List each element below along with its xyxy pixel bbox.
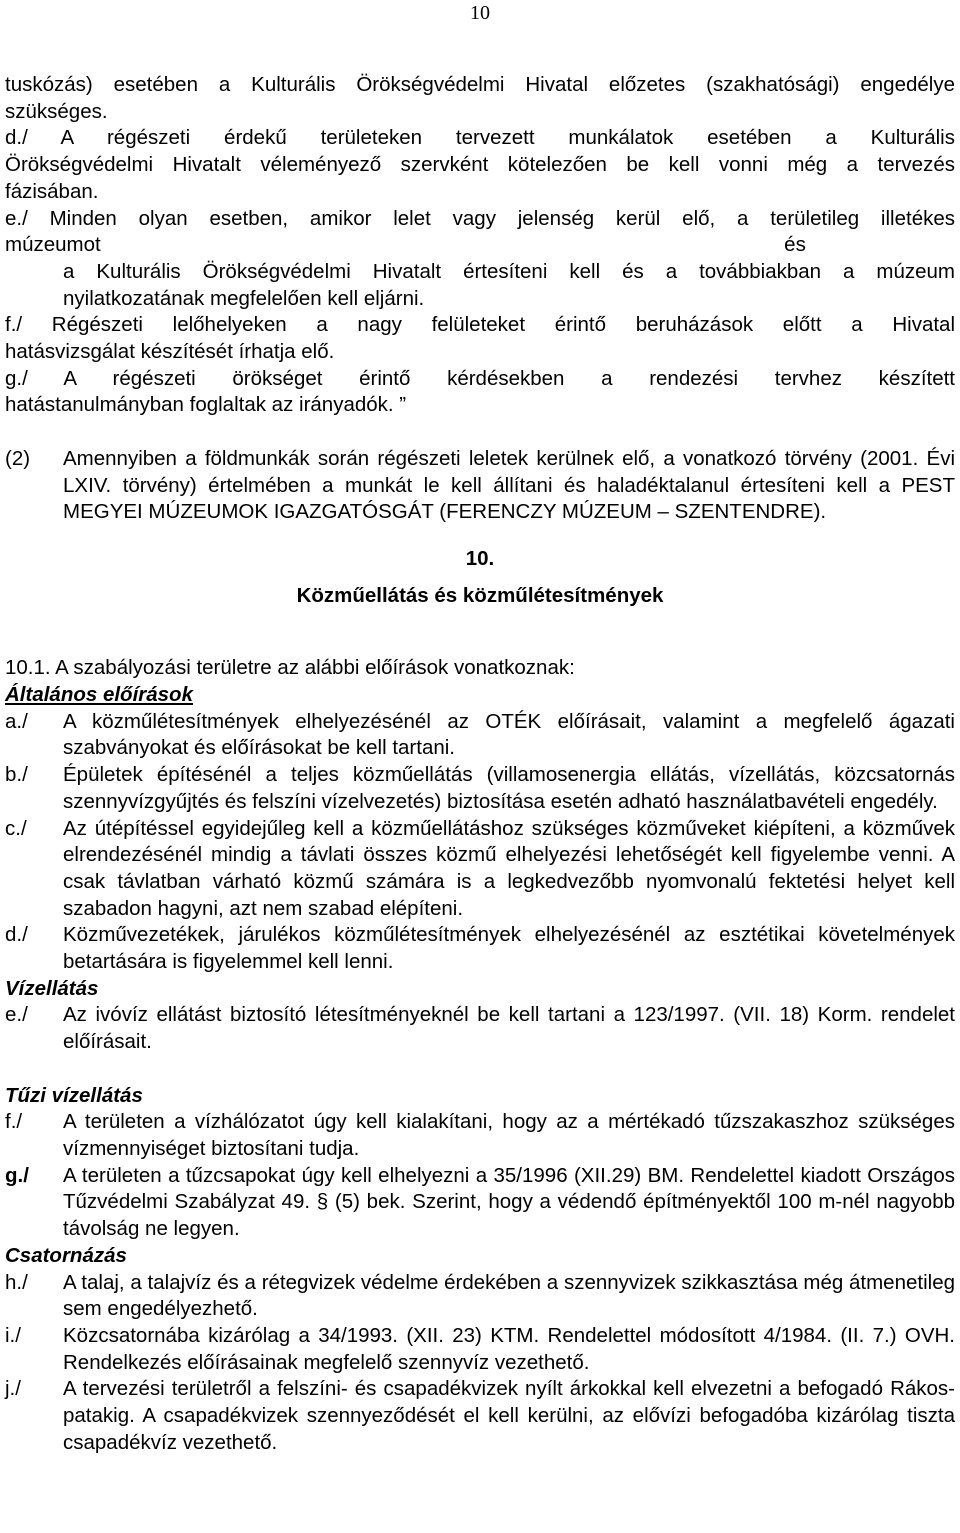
item-text: Épületek építésénél a teljes közműellátás (villamosenergia ellátás, vízellátás, közcsatornás szennyvízgyűjtés és felszíni vízelvezetés) biztosítása esetén adható használatbavételi engedély. <box>63 763 955 813</box>
subheading-general: Általános előírások <box>5 683 193 707</box>
list-item <box>5 709 955 762</box>
list-item <box>5 1109 955 1162</box>
item-marker: g./ <box>5 1163 29 1187</box>
item-text: Az ivóvíz ellátást biztosító létesítményeknél be kell tartani a 123/1997. (VII. 18) Korm. rendelet előírásait. <box>63 1003 955 1054</box>
text-line: tuskózás) esetében a Kulturális Örökségvédelmi Hivatal előzetes (szakhatósági) engedélye <box>5 73 955 96</box>
text-line: d./ A régészeti érdekű területeken tervezett munkálatok esetében a Kulturális <box>5 126 955 150</box>
text-line: f./ Régészeti lelőhelyeken a nagy felületeket érintő beruházások előtt a Hivatal <box>5 313 955 337</box>
item-text: A területen a vízhálózatot úgy kell kialakítani, hogy az a mértékadó tűzszakaszhoz szükséges vízmennyiséget biztosítani tudja. <box>63 1110 955 1160</box>
item-marker: h./ <box>5 1270 28 1294</box>
text-line: szükséges. <box>5 99 108 123</box>
item-marker: d./ <box>5 923 28 947</box>
item-text: Közcsatornába kizárólag a 34/1993. (XII. 23) KTM. Rendelettel módosított 4/1984. (II. 7.) OVH. Rendelkezés előírásainak megfelelő szennyvíz vezethető. <box>63 1323 955 1374</box>
list-item <box>5 1163 955 1243</box>
paragraph-text: Amennyiben a földmunkák során régészeti leletek kerülnek elő, a vonatkozó törvény (2001. Évi LXIV. törvény) értelmében a munkát le kell állítani és haladéktalanul értesíteni kell a PEST MEGYEI MÚZEUMOK IGAZGATÓSGÁT (FERENCZY MÚZEUM – SZENTENDRE). <box>63 446 955 524</box>
text-line: a Kulturális Örökségvédelmi Hivatalt értesíteni kell és a továbbiakban a múzeum <box>63 259 955 283</box>
list-item <box>5 1270 955 1323</box>
item-text: A talaj, a talajvíz és a rétegvizek védelme érdekében a szennyvizek szikkasztása még átmenetileg sem engedélyezhető. <box>63 1270 955 1321</box>
document-body <box>5 72 955 1456</box>
text-line: e./ Minden olyan esetben, amikor lelet vagy jelenség kerül elő, a területileg illetékes <box>5 206 955 230</box>
item-marker: b./ <box>5 763 28 787</box>
item-text: Közművezetékek, járulékos közműlétesítmények elhelyezésénél az esztétikai követelmények betartására is figyelemmel kell lenni. <box>63 923 955 974</box>
paragraph-2 <box>5 446 955 526</box>
subheading-fire: Tűzi vízellátás <box>5 1083 143 1107</box>
page-number: 10 <box>470 2 490 24</box>
item-marker: e./ <box>5 1003 28 1027</box>
paragraph-marker: (2) <box>5 446 31 470</box>
text-line: g./ A régészeti örökséget érintő kérdésekben a rendezési tervhez készített <box>5 366 955 390</box>
item-marker: a./ <box>5 709 28 733</box>
subheading-sewer: Csatornázás <box>5 1243 127 1267</box>
intro-line: 10.1. A szabályozási területre az alábbi előírások vonatkoznak: <box>5 656 575 680</box>
text-line: hatástanulmányban foglaltak az irányadók. ” <box>5 393 407 417</box>
text-line: nyilatkozatának megfelelően kell eljárni. <box>63 286 425 310</box>
text-line: múzeumot és <box>5 233 806 257</box>
list-item <box>5 1323 955 1376</box>
section-title: Közműellátás és közműlétesítmények <box>296 583 664 607</box>
item-marker: f./ <box>5 1110 23 1134</box>
list-item <box>5 1376 955 1456</box>
item-text: Az útépítéssel egyidejűleg kell a közműellátáshoz szükséges közműveket kiépíteni, a közművek elrendezésénél mindig a távlati összes közmű elhelyezési lehetőségét kell figyelembe venni. A csak távlatban várható közmű számára is a legkedvezőbb nyomvonalú fektetési helyet kell szabadon hagyni, azt nem szabad elépíteni. <box>63 816 955 920</box>
subheading-water: Vízellátás <box>5 976 99 1000</box>
list-item <box>5 922 955 975</box>
item-text: A közműlétesítmények elhelyezésénél az OTÉK előírásait, valamint a megfelelő ágazati szabványokat és előírásokat be kell tartani. <box>63 709 955 760</box>
item-marker: c./ <box>5 816 27 840</box>
item-marker: i./ <box>5 1323 21 1347</box>
text-line: fázisában. <box>5 179 99 203</box>
text-line: Örökségvédelmi Hivatalt véleményező szervként kötelezően be kell vonni még a tervezés <box>5 153 955 177</box>
section-number: 10. <box>465 546 495 570</box>
item-text: A tervezési területről a felszíni- és csapadékvizek nyílt árkokkal kell elvezetni a befogadó Rákos-patakig. A csapadékvizek szennyeződését el kell kerülni, az elővízi befogadóba kizárólag tiszta csapadékvíz vezethető. <box>63 1377 955 1454</box>
list-item <box>5 1002 955 1055</box>
list-item <box>5 762 955 815</box>
item-text: A területen a tűzcsapokat úgy kell elhelyezni a 35/1996 (XII.29) BM. Rendelettel kiadott Országos Tűzvédelmi Szabályzat 49. § (5) bek. Szerint, hogy a védendő építményektől 100 m-nél nagyobb távolság ne legyen. <box>63 1163 955 1241</box>
item-marker: j./ <box>5 1377 21 1401</box>
list-item <box>5 816 955 923</box>
text-line: hatásvizsgálat készítését írhatja elő. <box>5 340 335 364</box>
